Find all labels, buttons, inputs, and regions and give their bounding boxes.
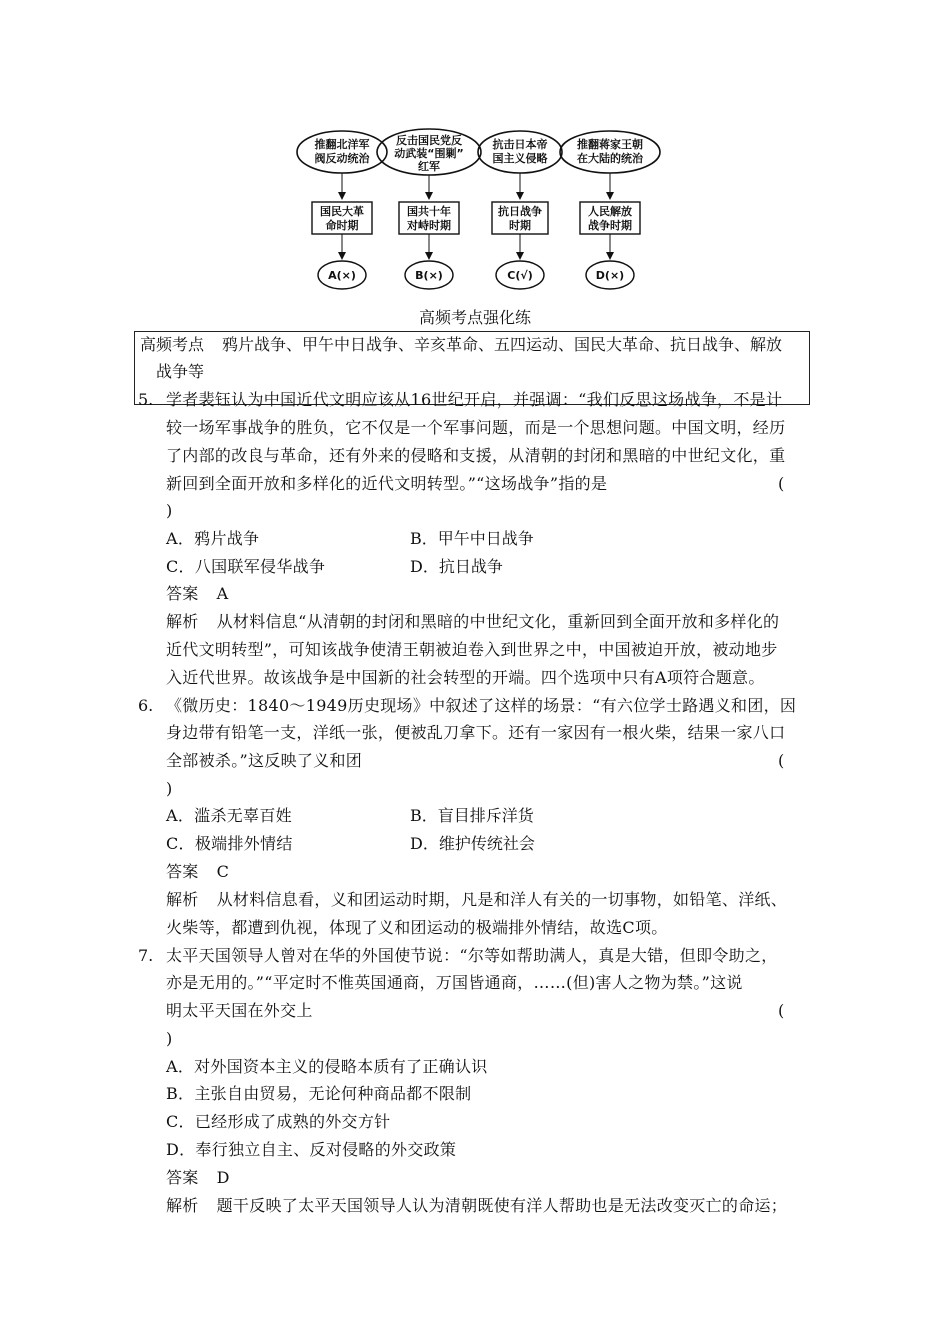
goal-text: 推翻蒋家王朝 [577, 138, 643, 151]
answer-text: A(×) [328, 269, 356, 282]
answer-bracket-open: ( [778, 751, 785, 770]
question-stem: 身边带有铅笔一支，洋纸一张，便被乱刀拿下。还有一家因有一根火柴，结果一家八口 [166, 723, 786, 742]
question-stem: 全部被杀。”这反映了义和团 [166, 751, 363, 770]
answer-label: 答案 [166, 584, 199, 603]
option-d: D．维护传统社会 [410, 834, 535, 853]
question-number: 5. [138, 390, 154, 409]
option-c: C．极端排外情结 [166, 834, 293, 853]
diagram-column-a [297, 131, 387, 289]
question-stem: 亦是无用的。”“平定时不惟英国通商，万国皆通商，……(但)害人之物为禁。”这说 [166, 973, 743, 992]
option-d: D．奉行独立自主、反对侵略的外交政策 [166, 1140, 457, 1159]
period-text: 国共十年 [407, 205, 451, 218]
keypoint-line-2: 战争等 [156, 362, 205, 381]
answer-bracket-open: ( [778, 1001, 785, 1020]
diagram-column-b [377, 129, 481, 289]
keypoint-label: 高频考点 [140, 335, 205, 354]
answer-row [166, 862, 229, 882]
analysis-text: 从材料信息看，义和团运动时期，凡是和洋人有关的一切事物，如铅笔、洋纸、 [216, 890, 788, 909]
option-a: A．鸦片战争 [166, 529, 260, 548]
option-c: C．八国联军侵华战争 [166, 557, 326, 576]
question-stem: 新回到全面开放和多样化的近代文明转型。”“这场战争”指的是 [166, 474, 608, 493]
diagram-column-c [478, 131, 562, 289]
answer-bracket-close: ) [166, 779, 173, 798]
goal-text: 红军 [418, 160, 440, 173]
answer-label: 答案 [166, 1168, 199, 1187]
option-d: D．抗日战争 [410, 557, 503, 576]
goal-text: 在大陆的统治 [577, 152, 643, 165]
question-stem: 太平天国领导人曾对在华的外国使节说：“尔等如帮助满人，真是大错，但即令助之， [166, 946, 778, 965]
answer-value: D [216, 1168, 230, 1187]
flow-diagram [290, 128, 690, 303]
period-text: 命时期 [325, 219, 359, 232]
answer-text: C(√) [507, 269, 533, 282]
analysis-label: 解析 [166, 1196, 199, 1215]
answer-bracket-open: ( [778, 474, 785, 493]
analysis-label: 解析 [166, 612, 199, 631]
answer-label: 答案 [166, 862, 199, 881]
answer-row [166, 1168, 230, 1188]
option-c: C．已经形成了成熟的外交方针 [166, 1112, 391, 1131]
diagram-column-d [560, 131, 660, 289]
answer-value: A [216, 584, 229, 603]
period-text: 时期 [509, 219, 531, 232]
goal-text: 反击国民党反 [396, 134, 462, 147]
period-text: 抗日战争 [498, 205, 542, 218]
keypoint-line-1 [140, 335, 782, 355]
answer-bracket-close: ) [166, 1029, 173, 1048]
analysis-label: 解析 [166, 890, 199, 909]
option-b: B．主张自由贸易，无论何种商品都不限制 [166, 1084, 472, 1103]
analysis-text: 从材料信息“从清朝的封闭和黑暗的中世纪文化，重新回到全面开放和多样化的 [216, 612, 780, 631]
period-text: 国民大革 [320, 205, 364, 218]
analysis-row [166, 1196, 787, 1216]
question-stem: 明太平天国在外交上 [166, 1001, 313, 1020]
question-number: 6. [138, 696, 154, 715]
question-number: 7. [138, 946, 154, 965]
answer-value: C [216, 862, 230, 881]
option-a: A．对外国资本主义的侵略本质有了正确认识 [166, 1057, 488, 1076]
period-text: 对峙时期 [407, 219, 451, 232]
answer-text: D(×) [595, 269, 625, 282]
option-b: B．甲午中日战争 [410, 529, 534, 548]
goal-text: 推翻北洋军 [314, 138, 370, 151]
analysis-row [166, 612, 779, 632]
analysis-text: 火柴等，都遭到仇视，体现了义和团运动的极端排外情结，故选C项。 [166, 918, 668, 937]
answer-bracket-close: ) [166, 501, 173, 520]
analysis-row [166, 890, 787, 910]
analysis-text: 近代文明转型”，可知该战争使清王朝被迫卷入到世界之中，中国被迫开放，被动地步 [166, 640, 778, 659]
goal-text: 阀反动统治 [314, 152, 370, 165]
analysis-text: 题干反映了太平天国领导人认为清朝既使有洋人帮助也是无法改变灭亡的命运； [216, 1196, 788, 1215]
question-stem: 学者裴钰认为中国近代文明应该从16世纪开启，并强调：“我们反思这场战争，不是计 [166, 390, 783, 409]
analysis-text: 入近代世界。故该战争是中国新的社会转型的开端。四个选项中只有A项符合题意。 [166, 668, 765, 687]
keypoint-text: 鸦片战争、甲午中日战争、辛亥革命、五四运动、国民大革命、抗日战争、解放 [222, 335, 783, 354]
question-stem: 《微历史：1840～1949历史现场》中叙述了这样的场景：“有六位学士路遇义和团，因 [166, 696, 797, 715]
option-a: A．滥杀无辜百姓 [166, 806, 292, 825]
period-text: 战争时期 [588, 219, 632, 232]
question-stem: 较一场军事战争的胜负，它不仅是一个军事问题，而是一个思想问题。中国文明，经历 [166, 418, 786, 437]
goal-text: 动武装“围剿” [394, 147, 464, 160]
answer-row [166, 584, 228, 604]
answer-text: B(×) [415, 269, 443, 282]
question-stem: 了内部的改良与革命，还有外来的侵略和支援，从清朝的封闭和黑暗的中世纪文化，重 [166, 446, 786, 465]
goal-text: 国主义侵略 [492, 152, 548, 165]
section-title: 高频考点强化练 [418, 308, 531, 327]
goal-text: 抗击日本帝 [492, 138, 548, 151]
period-text: 人民解放 [588, 205, 632, 218]
option-b: B．盲目排斥洋货 [410, 806, 534, 825]
